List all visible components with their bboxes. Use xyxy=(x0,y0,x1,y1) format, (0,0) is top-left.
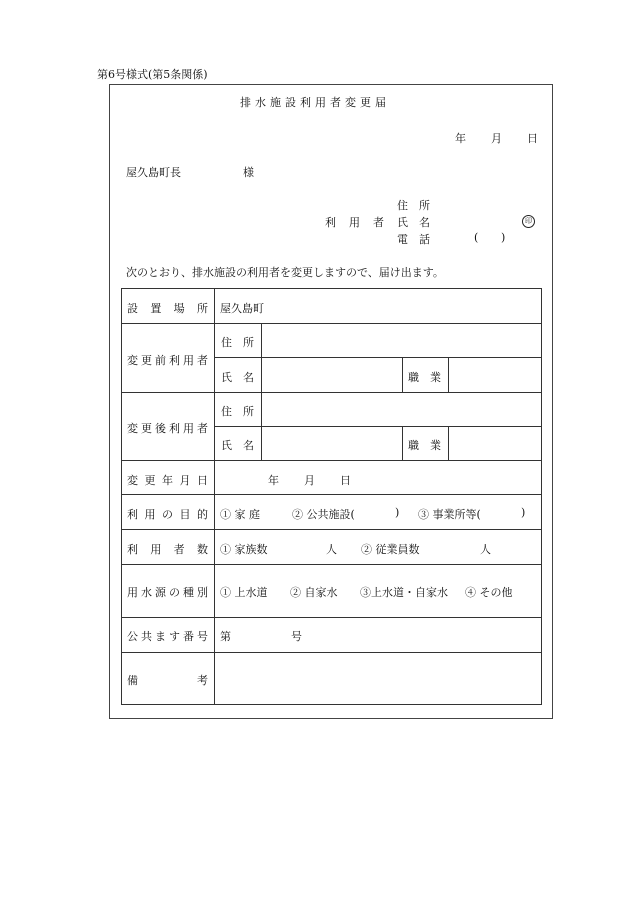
remarks-label: 備 考 xyxy=(127,674,208,687)
change-date-day: 日 xyxy=(340,474,351,487)
purpose-option-public: ② 公共施設( xyxy=(292,508,355,521)
change-date-label: 変 更 年 月 日 xyxy=(127,474,208,487)
column-line xyxy=(261,323,262,460)
water-source-both: ③上水道・自家水 xyxy=(360,586,448,599)
phone-paren-close: ) xyxy=(501,231,506,244)
intro-text: 次のとおり、排水施設の利用者を変更しますので、届け出ます。 xyxy=(126,266,444,279)
water-source-other: ④ その他 xyxy=(465,586,513,599)
row-line xyxy=(121,392,542,393)
before-user-label: 変 更 前 利 用 者 xyxy=(127,354,208,367)
column-line xyxy=(448,357,449,392)
users-family: ① 家族数 xyxy=(220,543,268,556)
location-value: 屋久島町 xyxy=(220,302,264,315)
after-address-label: 住 所 xyxy=(221,405,254,418)
form-title: 排水施設利用者変更届 xyxy=(240,96,390,109)
users-employees-unit: 人 xyxy=(480,543,491,556)
row-line xyxy=(121,460,542,461)
purpose-option-business: ③ 事業所等( xyxy=(418,508,481,521)
row-line xyxy=(121,652,542,653)
addressee-mayor: 屋久島町長 xyxy=(126,166,181,179)
before-address-label: 住 所 xyxy=(221,336,254,349)
column-line xyxy=(402,357,403,392)
basin-number-prefix: 第 xyxy=(220,630,231,643)
before-name-label: 氏 名 xyxy=(221,371,254,384)
row-line xyxy=(214,426,542,427)
users-family-unit: 人 xyxy=(326,543,337,556)
after-occupation-label: 職 業 xyxy=(408,439,441,452)
seal-mark: 印 xyxy=(522,213,535,228)
change-date-year: 年 xyxy=(268,474,279,487)
purpose-option-business-close: ) xyxy=(521,506,526,519)
purpose-option-household: ① 家 庭 xyxy=(220,508,260,521)
form-number: 第6号様式(第5条関係) xyxy=(97,68,208,81)
water-source-label: 用 水 源 の 種 別 xyxy=(127,586,208,599)
row-line xyxy=(121,564,542,565)
applicant-address-label: 住 所 xyxy=(397,199,430,212)
row-line xyxy=(214,357,542,358)
date-month: 月 xyxy=(491,132,502,145)
purpose-label: 利 用 の 目 的 xyxy=(127,508,208,521)
row-line xyxy=(121,494,542,495)
purpose-option-public-close: ) xyxy=(395,506,400,519)
row-line xyxy=(121,323,542,324)
date-year: 年 xyxy=(455,132,466,145)
row-line xyxy=(121,617,542,618)
after-user-label: 変 更 後 利 用 者 xyxy=(127,422,208,435)
phone-paren-open: ( xyxy=(474,231,479,244)
column-line xyxy=(448,426,449,460)
after-name-label: 氏 名 xyxy=(221,439,254,452)
basin-number-label: 公 共 ま す 番 号 xyxy=(127,630,208,643)
water-source-tap: ① 上水道 xyxy=(220,586,268,599)
users-label: 利 用 者 数 xyxy=(127,543,208,556)
basin-number-suffix: 号 xyxy=(291,630,302,643)
applicant-phone-label: 電 話 xyxy=(397,233,430,246)
location-label: 設 置 場 所 xyxy=(127,302,208,315)
row-line xyxy=(121,529,542,530)
date-day: 日 xyxy=(527,132,538,145)
column-line xyxy=(214,288,215,705)
column-line xyxy=(402,426,403,460)
change-date-month: 月 xyxy=(304,474,315,487)
addressee-sama: 様 xyxy=(243,166,254,179)
users-employees: ② 従業員数 xyxy=(361,543,420,556)
water-source-private: ② 自家水 xyxy=(290,586,338,599)
applicant-name-label: 氏 名 xyxy=(397,216,430,229)
applicant-label: 利用者 xyxy=(325,216,397,229)
before-occupation-label: 職 業 xyxy=(408,371,441,384)
